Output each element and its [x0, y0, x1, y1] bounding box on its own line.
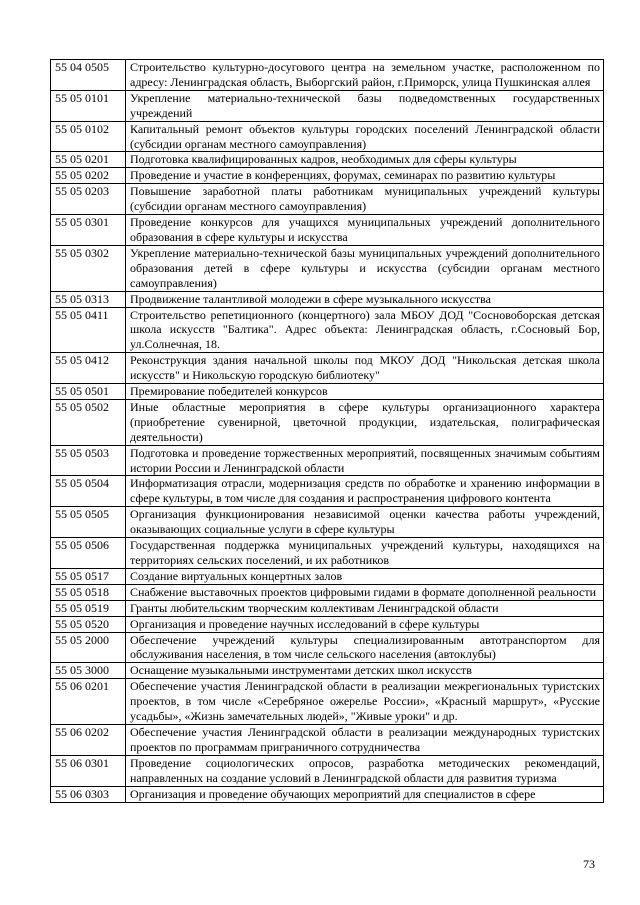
table-row — [51, 616, 604, 632]
code-description: Премирование победителей конкурсов — [126, 384, 604, 400]
code-description: Иные областные мероприятия в сфере культуры организационного характера (приобретение сувенирной, цветочной продукции, издательская, полиграфическая деятельности) — [126, 399, 604, 445]
code-description: Информатизация отрасли, модернизация средств по обработке и хранению информации в сфере культуры, в том числе для создания и распространения цифрового контента — [126, 476, 604, 507]
classification-code: 55 05 0506 — [51, 538, 126, 569]
code-description: Укрепление материально-технической базы подведомственных государственных учреждений — [126, 90, 604, 121]
code-description: Продвижение талантливой молодежи в сфере музыкального искусства — [126, 291, 604, 307]
code-description: Обеспечение учреждений культуры специализированным автотранспортом для обслуживания населения, в том числе сельского населения (автоклубы) — [126, 632, 604, 663]
table-row — [51, 663, 604, 679]
table-row — [51, 632, 604, 663]
classification-code: 55 05 2000 — [51, 632, 126, 663]
code-description: Проведение социологических опросов, разработка методических рекомендаций, направленных на создание условий в Ленинградской области для развития туризма — [126, 755, 604, 786]
page-number: 73 — [583, 857, 595, 871]
table-row — [51, 152, 604, 168]
table-body — [51, 60, 604, 803]
code-description: Организация функционирования независимой оценки качества работы учреждений, оказывающих социальные услуги в сфере культуры — [126, 507, 604, 538]
code-description: Укрепление материально-технической базы муниципальных учреждений дополнительного образования детей в сфере культуры и искусства (субсидии органам местного самоуправления) — [126, 245, 604, 291]
code-description: Создание виртуальных концертных залов — [126, 568, 604, 584]
classification-code: 55 05 0412 — [51, 353, 126, 384]
code-description: Государственная поддержка муниципальных учреждений культуры, находящихся на территориях сельских поселений, и их работников — [126, 538, 604, 569]
table-row — [51, 724, 604, 755]
classification-code: 55 05 0101 — [51, 90, 126, 121]
classification-code: 55 05 0504 — [51, 476, 126, 507]
classification-code: 55 06 0303 — [51, 786, 126, 802]
table-row — [51, 538, 604, 569]
classification-code: 55 05 0503 — [51, 445, 126, 476]
classification-code: 55 05 0502 — [51, 399, 126, 445]
table-row — [51, 60, 604, 91]
classification-code: 55 05 0501 — [51, 384, 126, 400]
classification-code: 55 04 0505 — [51, 60, 126, 91]
table-row — [51, 679, 604, 725]
code-description: Подготовка и проведение торжественных мероприятий, посвященных значимым событиям истории России и Ленинградской области — [126, 445, 604, 476]
table-row — [51, 755, 604, 786]
code-description: Строительство культурно-досугового центра на земельном участке, расположенном по адресу: Ленинградская область, Выборгский район, г.Приморск, улица Пушкинская аллея — [126, 60, 604, 91]
classification-code: 55 06 0202 — [51, 724, 126, 755]
classification-code: 55 05 0520 — [51, 616, 126, 632]
table-row — [51, 184, 604, 215]
classification-code: 55 05 0411 — [51, 307, 126, 353]
code-description: Гранты любительским творческим коллективам Ленинградской области — [126, 600, 604, 616]
table-row — [51, 786, 604, 802]
table-row — [51, 399, 604, 445]
code-description: Подготовка квалифицированных кадров, необходимых для сферы культуры — [126, 152, 604, 168]
table-row — [51, 445, 604, 476]
classification-code: 55 06 0201 — [51, 679, 126, 725]
code-description: Капитальный ремонт объектов культуры городских поселений Ленинградской области (субсидии органам местного самоуправления) — [126, 121, 604, 152]
code-description: Снабжение выставочных проектов цифровыми гидами в формате дополненной реальности — [126, 584, 604, 600]
code-description: Проведение конкурсов для учащихся муниципальных учреждений дополнительного образования в сфере культуры и искусства — [126, 215, 604, 246]
table-row — [51, 90, 604, 121]
budget-codes-table — [50, 59, 604, 803]
table-row — [51, 507, 604, 538]
code-description: Проведение и участие в конференциях, форумах, семинарах по развитию культуры — [126, 168, 604, 184]
code-description: Организация и проведение научных исследований в сфере культуры — [126, 616, 604, 632]
table-row — [51, 121, 604, 152]
code-description: Реконструкция здания начальной школы под МКОУ ДОД "Никольская детская школа искусств" и Никольскую городскую библиотеку" — [126, 353, 604, 384]
table-row — [51, 215, 604, 246]
table-row — [51, 353, 604, 384]
classification-code: 55 05 0518 — [51, 584, 126, 600]
classification-code: 55 05 0302 — [51, 245, 126, 291]
table-row — [51, 168, 604, 184]
classification-code: 55 05 0102 — [51, 121, 126, 152]
classification-code: 55 05 0517 — [51, 568, 126, 584]
table-row — [51, 584, 604, 600]
code-description: Организация и проведение обучающих мероприятий для специалистов в сфере — [126, 786, 604, 802]
classification-code: 55 05 0505 — [51, 507, 126, 538]
classification-code: 55 05 0313 — [51, 291, 126, 307]
table-row — [51, 384, 604, 400]
classification-code: 55 05 0519 — [51, 600, 126, 616]
classification-code: 55 05 0201 — [51, 152, 126, 168]
code-description: Обеспечение участия Ленинградской области в реализации межрегиональных туристских проектов, в том числе «Серебряное ожерелье России», «Красный маршрут», «Русские усадьбы», «Жизнь замечательных людей», "Живые уроки" и др. — [126, 679, 604, 725]
table-row — [51, 245, 604, 291]
code-description: Строительство репетиционного (концертного) зала МБОУ ДОД "Сосновоборская детская школа искусств "Балтика". Адрес объекта: Ленинградская область, г.Сосновый Бор, ул.Солнечная, 18. — [126, 307, 604, 353]
classification-code: 55 05 0202 — [51, 168, 126, 184]
code-description: Оснащение музыкальными инструментами детских школ искусств — [126, 663, 604, 679]
table-row — [51, 307, 604, 353]
code-description: Обеспечение участия Ленинградской области в реализации международных туристских проектов по программам приграничного сотрудничества — [126, 724, 604, 755]
classification-code: 55 05 3000 — [51, 663, 126, 679]
classification-code: 55 05 0301 — [51, 215, 126, 246]
table-row — [51, 600, 604, 616]
classification-code: 55 05 0203 — [51, 184, 126, 215]
table-row — [51, 291, 604, 307]
table-row — [51, 568, 604, 584]
code-description: Повышение заработной платы работникам муниципальных учреждений культуры (субсидии органам местного самоуправления) — [126, 184, 604, 215]
table-row — [51, 476, 604, 507]
classification-code: 55 06 0301 — [51, 755, 126, 786]
